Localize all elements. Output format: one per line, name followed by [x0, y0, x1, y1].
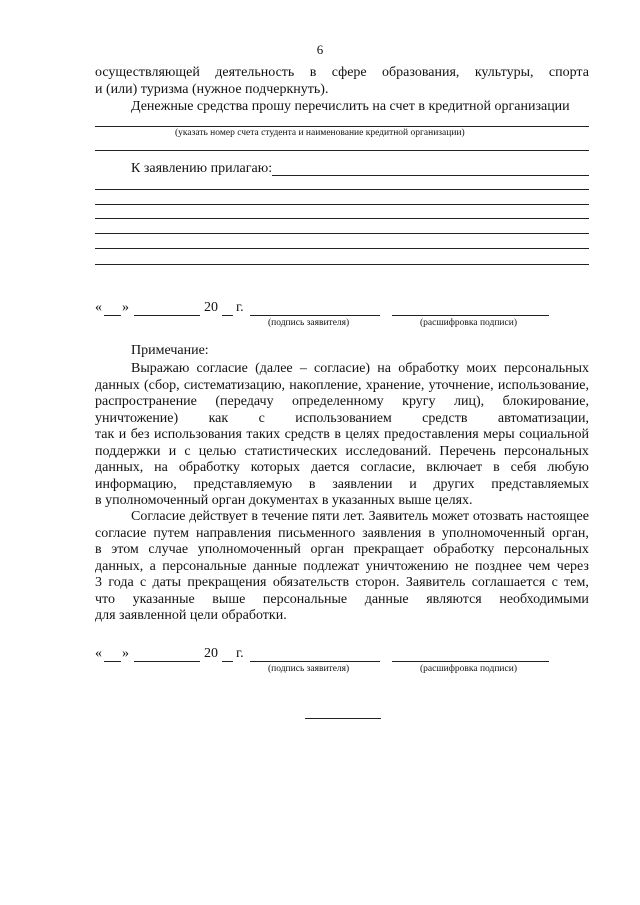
word: с: [258, 410, 265, 426]
word: заявления: [362, 525, 422, 541]
word: выше: [212, 591, 246, 607]
word: в: [308, 476, 316, 492]
word: в: [95, 542, 102, 557]
word: целью: [198, 443, 237, 459]
word: не: [454, 558, 469, 574]
word: которых: [250, 460, 301, 475]
note-heading: Примечание:: [131, 343, 209, 358]
word: этом: [111, 542, 139, 557]
paragraph-last-line: для заявленной цели обработки.: [95, 608, 287, 623]
word: (передачу: [215, 394, 274, 409]
word: что: [95, 591, 115, 607]
word: (сбор,: [143, 377, 180, 393]
paragraph-line: [95, 558, 589, 575]
date-year-prefix: 20: [204, 646, 218, 661]
intro-line-1: [95, 64, 589, 81]
word: других: [433, 476, 475, 492]
word: заявлении: [332, 476, 393, 492]
attach-field-line-3[interactable]: [95, 204, 589, 205]
word: дается: [310, 460, 350, 475]
word: пяти: [311, 509, 340, 524]
word: персональных: [503, 361, 589, 376]
word: (далее: [255, 361, 293, 376]
word: в: [428, 525, 435, 541]
word: уничтожению: [365, 558, 449, 574]
date-open-quote: «: [95, 300, 102, 315]
date-close-quote: »: [122, 646, 129, 661]
word: и: [168, 443, 177, 459]
date-day-field[interactable]: [104, 661, 121, 662]
attach-field-line-4[interactable]: [95, 218, 589, 219]
attach-field-line-2[interactable]: [95, 189, 589, 190]
word: персональных: [503, 542, 589, 557]
word: 3: [95, 575, 102, 590]
date-month-field[interactable]: [134, 661, 200, 662]
word: –: [299, 361, 307, 376]
word: систематизацию,: [183, 377, 286, 393]
date-close-quote: »: [122, 300, 129, 315]
word: данных: [95, 377, 140, 393]
word: данных,: [95, 460, 144, 475]
word: уполномоченный: [441, 525, 546, 541]
attach-field-line-5[interactable]: [95, 233, 589, 234]
date-open-quote: «: [95, 646, 102, 661]
date-year-prefix: 20: [204, 300, 218, 315]
word: использованием: [295, 410, 392, 426]
word: согласие): [314, 361, 371, 376]
word: исследований.: [345, 443, 432, 459]
word: соглашается: [471, 575, 546, 590]
word: тем,: [564, 575, 589, 590]
paragraph-line: [95, 591, 589, 608]
word: деятельность: [215, 65, 295, 80]
date-year-suffix: г.: [236, 646, 244, 661]
word: представляемых: [491, 476, 589, 492]
word: указанные: [132, 591, 195, 607]
paragraph-line: [131, 360, 589, 377]
word: культуры,: [474, 65, 534, 80]
word: направления: [195, 525, 272, 541]
word: подлежат: [303, 558, 360, 574]
word: определенному: [292, 394, 384, 409]
word: уничтожение): [95, 410, 179, 426]
date-month-field[interactable]: [134, 315, 200, 316]
applicant-signature-field[interactable]: [250, 315, 380, 316]
word: моих: [466, 361, 497, 376]
word: письменного: [278, 525, 356, 541]
paragraph-line: [95, 459, 589, 476]
word: данные: [364, 591, 409, 607]
word: чем: [528, 558, 551, 574]
word: персональные: [262, 591, 348, 607]
word: настоящее: [526, 509, 589, 524]
paragraph-line: [95, 525, 589, 542]
word: через: [556, 558, 589, 574]
word: являются: [426, 591, 482, 607]
word: орган: [310, 542, 344, 557]
word: действует: [189, 509, 248, 524]
word: уточнение,: [428, 377, 494, 393]
date-year-field[interactable]: [222, 315, 233, 316]
word: согласие: [95, 525, 147, 541]
word: накопление,: [289, 377, 362, 393]
attach-field-line-6[interactable]: [95, 248, 589, 249]
applicant-signature-field[interactable]: [250, 661, 380, 662]
word: в: [309, 65, 317, 80]
word: сторон.: [355, 575, 400, 590]
word: позднее: [475, 558, 522, 574]
word: случае: [148, 542, 189, 557]
word: без: [130, 427, 150, 442]
word: блокирование,: [502, 394, 589, 409]
attach-field-line-1[interactable]: [272, 175, 589, 176]
word: с: [551, 575, 558, 590]
account-caption: (указать номер счета студента и наименование кредитной организации): [175, 128, 465, 138]
signature-caption: (подпись заявителя): [268, 318, 350, 328]
word: с: [139, 575, 147, 590]
word: включает: [426, 460, 483, 475]
intro-line-2: и (или) туризма (нужное подчеркнуть).: [95, 82, 329, 97]
word: осуществляющей: [95, 65, 200, 80]
word: орган,: [551, 525, 589, 541]
word: любую: [547, 460, 589, 475]
word: обязательств: [272, 575, 350, 590]
word: даты: [152, 575, 182, 590]
word: статистических: [244, 443, 338, 459]
word: предоставления: [383, 427, 479, 442]
paragraph-line: [95, 393, 589, 410]
word: социальной: [519, 427, 589, 442]
word: может: [431, 509, 470, 524]
word: на: [154, 460, 168, 475]
word: года: [108, 575, 134, 590]
word: и: [118, 427, 127, 442]
word: и: [409, 476, 417, 492]
word: так: [95, 427, 115, 442]
intro-line-3: Денежные средства прошу перечислить на счет в кредитной организации: [131, 99, 570, 114]
word: лет.: [343, 509, 365, 524]
word: на: [377, 361, 391, 376]
date-year-field[interactable]: [222, 661, 233, 662]
word: уполномоченный: [197, 542, 301, 557]
word: меры: [483, 427, 515, 442]
signature-decode-field[interactable]: [392, 315, 549, 316]
word: в: [493, 460, 500, 475]
word: течение: [261, 509, 309, 524]
word: хранение,: [365, 377, 425, 393]
word: отозвать: [472, 509, 523, 524]
signature-caption: (подпись заявителя): [268, 664, 350, 674]
attach-label: К заявлению прилагаю:: [131, 161, 273, 176]
paragraph-line: [95, 377, 589, 394]
date-year-suffix: г.: [236, 300, 244, 315]
account-field-line[interactable]: [95, 126, 589, 127]
word: Выражаю: [131, 361, 190, 376]
word: путем: [153, 525, 189, 541]
word: себя: [510, 460, 537, 475]
word: средств: [284, 427, 330, 442]
word: информацию,: [95, 476, 177, 492]
word: персональных: [503, 443, 589, 459]
page-number: 6: [316, 42, 324, 57]
word: распространение: [95, 394, 197, 409]
word: образования,: [382, 65, 460, 80]
word: данных,: [95, 558, 144, 574]
word: обработку: [398, 361, 460, 376]
word: целях: [345, 427, 380, 442]
word: средств: [422, 410, 468, 426]
word: согласие,: [360, 460, 416, 475]
word: прекращения: [187, 575, 267, 590]
paragraph-line: [95, 410, 589, 427]
word: обработку: [433, 542, 495, 557]
word: Перечень: [439, 443, 496, 459]
word: прекращает: [353, 542, 424, 557]
word: сфере: [331, 65, 367, 80]
word: представляемую: [193, 476, 293, 492]
signature-decode-field[interactable]: [392, 661, 549, 662]
word: в: [251, 509, 259, 524]
word: согласие: [196, 361, 248, 376]
word: а: [149, 558, 156, 574]
word: необходимыми: [499, 591, 589, 607]
word: использование,: [497, 377, 589, 393]
word: лиц),: [453, 394, 485, 409]
word: в: [334, 427, 341, 442]
word: таких: [246, 427, 281, 442]
paragraph-last-line: в уполномоченный орган документах в указанных выше целях.: [95, 493, 473, 508]
word: использования: [153, 427, 242, 442]
decode-caption: (расшифровка подписи): [420, 664, 517, 674]
word: спорта: [548, 65, 589, 80]
date-day-field[interactable]: [104, 315, 121, 316]
paragraph-line: [95, 476, 589, 493]
word: персональные: [162, 558, 247, 574]
paragraph-line: [95, 443, 589, 460]
word: Заявитель: [405, 575, 466, 590]
decode-caption: (расшифровка подписи): [420, 318, 517, 328]
paragraph-line: [95, 574, 589, 591]
word: поддержки: [95, 443, 161, 459]
attach-field-line-7[interactable]: [95, 264, 589, 265]
word: Согласие: [131, 509, 186, 524]
word: обработку: [178, 460, 240, 475]
word: автоматизации,: [497, 410, 589, 426]
paragraph-line: [95, 426, 589, 443]
word: кругу: [402, 394, 436, 409]
paragraph-line: [131, 508, 589, 525]
word: данные: [252, 558, 297, 574]
word: с: [184, 443, 191, 459]
account-field-line-2[interactable]: [95, 150, 589, 151]
word: как: [208, 410, 229, 426]
paragraph-line: [95, 541, 589, 558]
end-separator-line: [305, 718, 381, 719]
word: Заявитель: [368, 509, 429, 524]
